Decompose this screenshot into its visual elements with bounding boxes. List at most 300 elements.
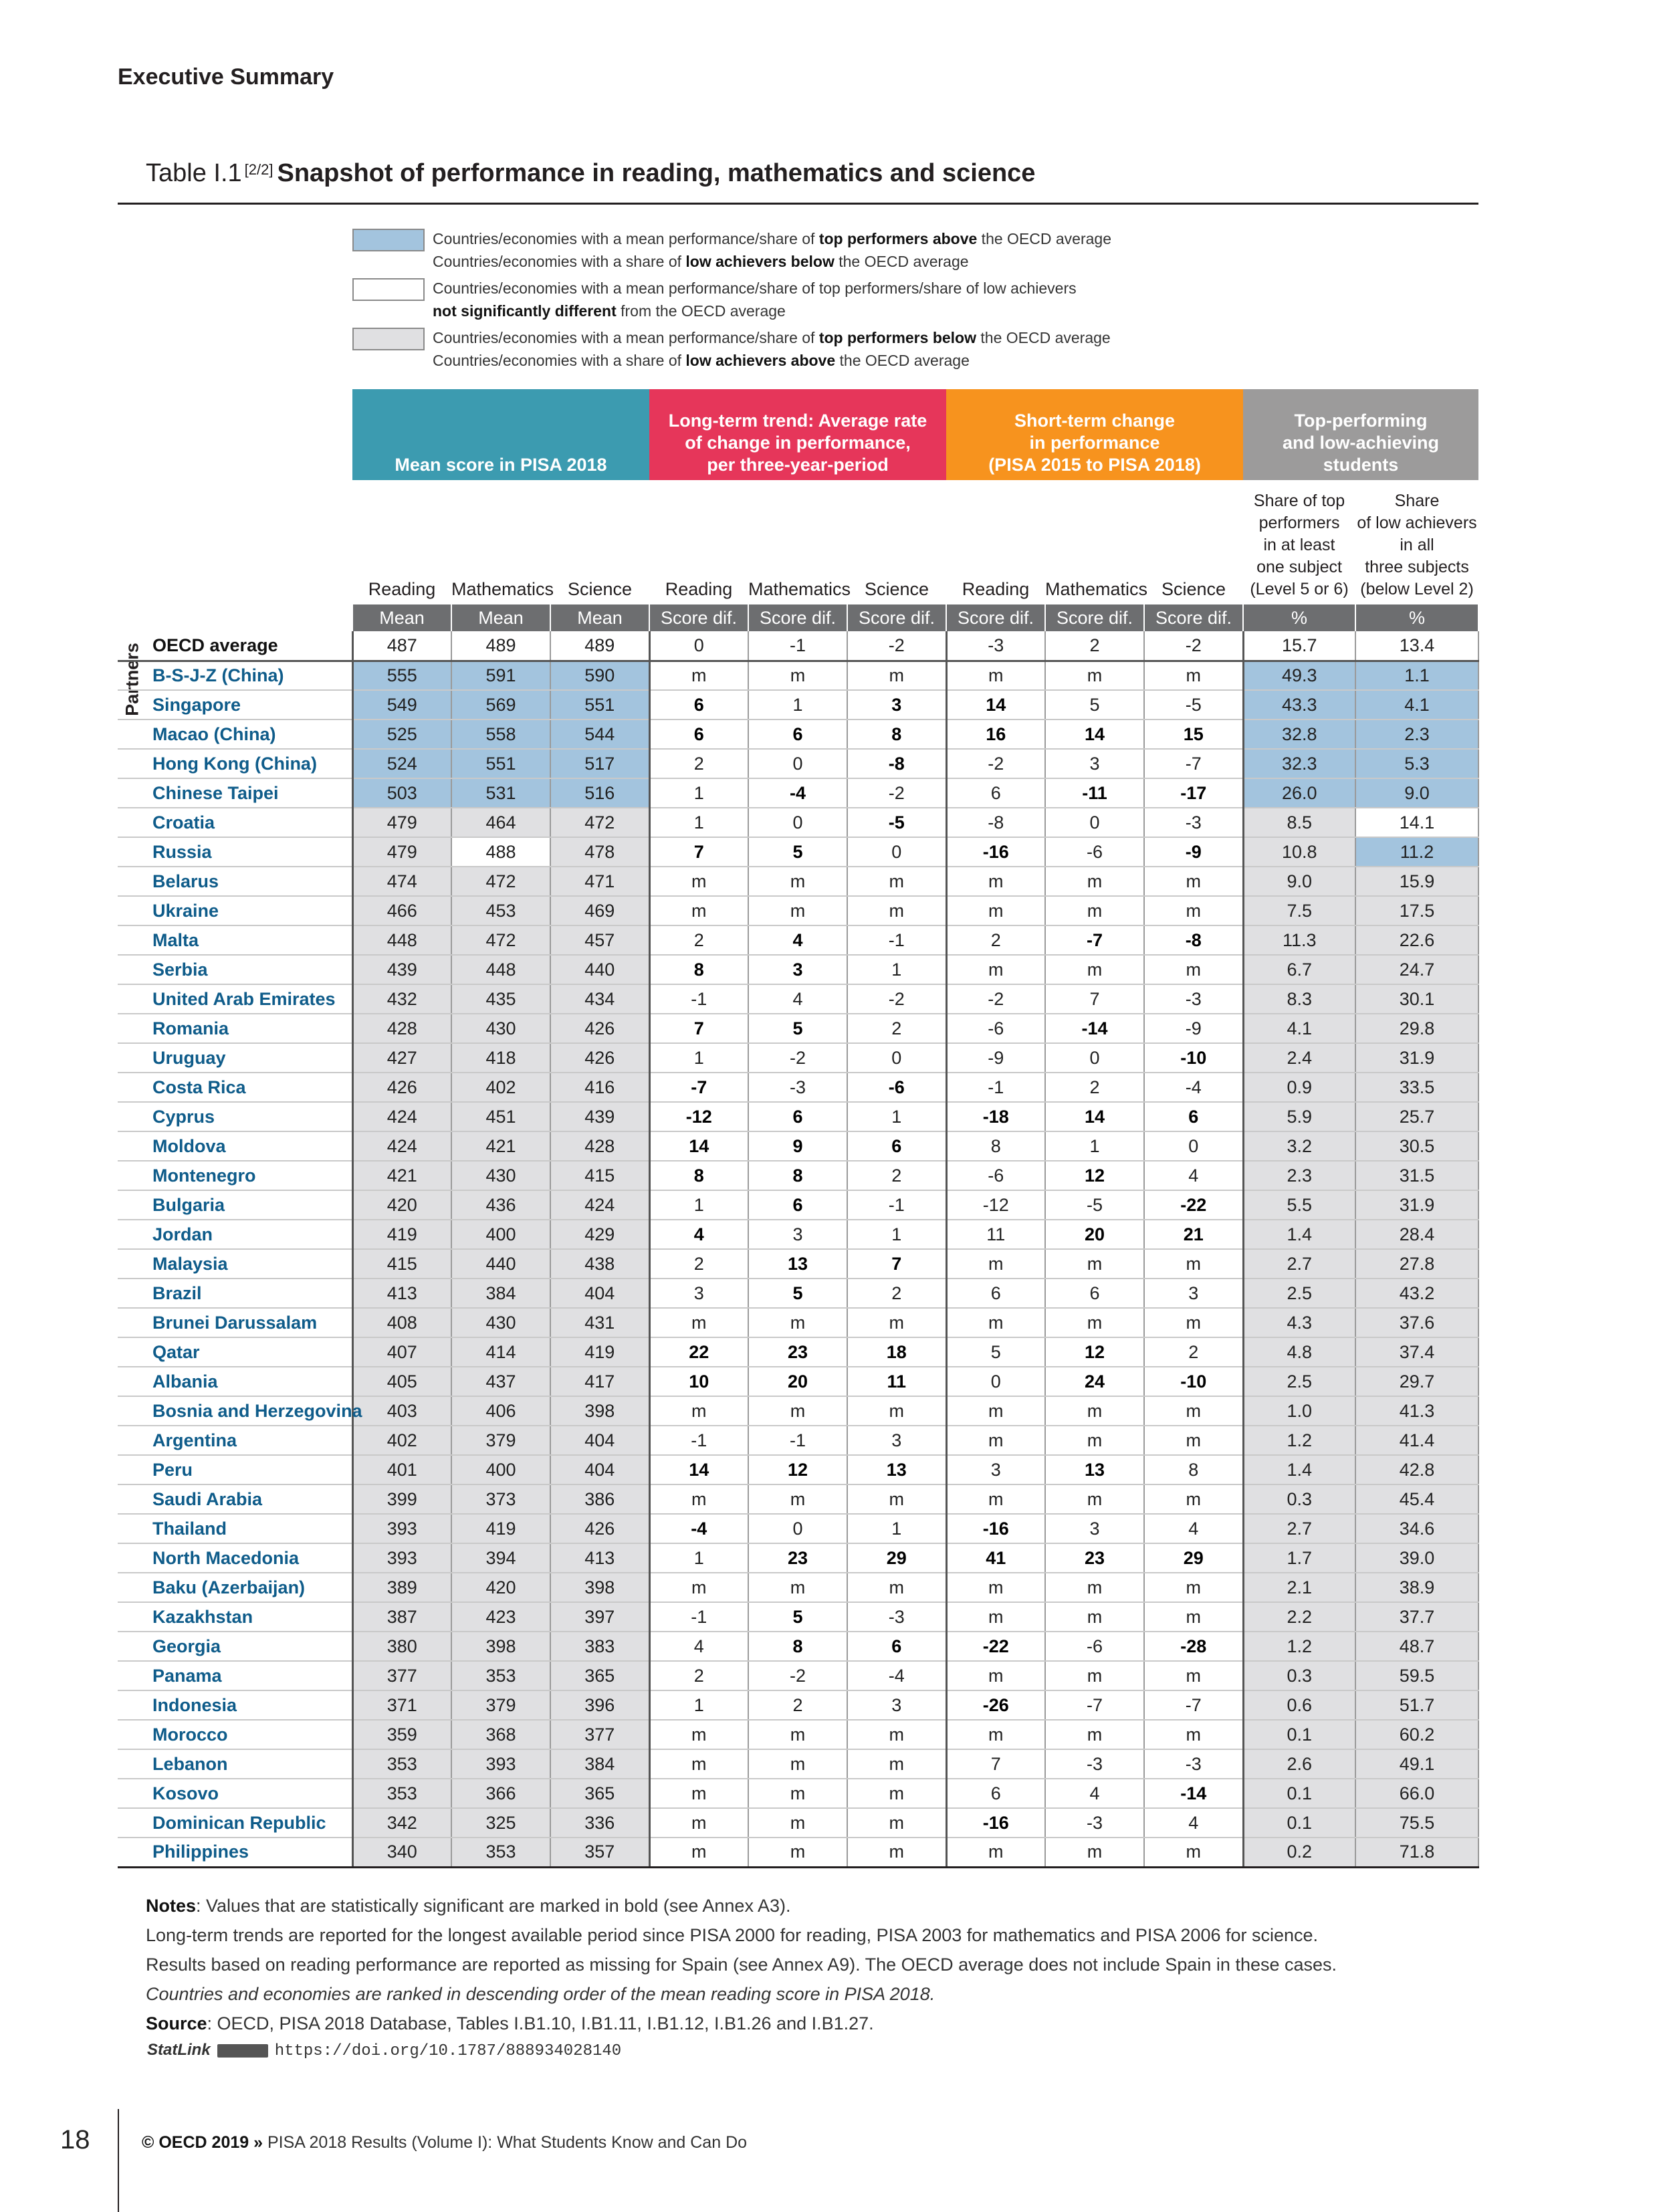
share-top-cell: 15.7 [1243, 631, 1355, 661]
table-row [118, 1161, 1478, 1190]
share-top-cell: 10.8 [1243, 837, 1355, 867]
country-name: Thailand [118, 1514, 352, 1543]
long-term-cell: m [748, 1396, 847, 1426]
long-term-cell: m [847, 896, 946, 925]
share-low-cell: 2.3 [1355, 720, 1478, 749]
short-term-cell: 3 [1045, 1514, 1144, 1543]
short-term-cell: m [946, 955, 1045, 984]
country-name: Hong Kong (China) [118, 749, 352, 778]
footer-copyright: © OECD 2019 [142, 2133, 249, 2152]
short-term-cell: m [946, 661, 1045, 690]
long-term-cell: m [649, 1573, 748, 1602]
short-term-cell: m [1144, 1602, 1243, 1632]
mean-score-cell: 448 [451, 955, 550, 984]
share-top-cell: 2.2 [1243, 1602, 1355, 1632]
country-name: Ukraine [118, 896, 352, 925]
short-term-cell: m [946, 1426, 1045, 1455]
country-name: Dominican Republic [118, 1808, 352, 1838]
share-low-cell: 37.6 [1355, 1308, 1478, 1337]
subheader-science: Science [567, 579, 633, 599]
short-term-cell: m [1144, 896, 1243, 925]
long-term-cell: -7 [649, 1073, 748, 1102]
mean-score-cell: 401 [352, 1455, 451, 1484]
mean-score-cell: 404 [550, 1279, 649, 1308]
short-term-cell: m [1144, 867, 1243, 896]
long-term-cell: m [649, 1396, 748, 1426]
mean-score-cell: 368 [451, 1720, 550, 1749]
mean-score-cell: 479 [352, 837, 451, 867]
country-name: Chinese Taipei [118, 778, 352, 808]
long-term-cell: -1 [847, 1190, 946, 1220]
legend-line: Countries/economies with a mean performance/share of top performers below the OECD average [433, 329, 1111, 346]
mean-score-cell: 472 [550, 808, 649, 837]
short-term-cell: -9 [1144, 837, 1243, 867]
table-row [118, 1308, 1478, 1337]
mean-score-cell: 440 [550, 955, 649, 984]
country-name: Baku (Azerbaijan) [118, 1573, 352, 1602]
long-term-cell: 8 [748, 1161, 847, 1190]
share-top-cell: 0.6 [1243, 1690, 1355, 1720]
mean-score-cell: 439 [352, 955, 451, 984]
long-term-cell: 1 [649, 778, 748, 808]
short-term-cell: m [1045, 1720, 1144, 1749]
long-term-cell: m [748, 867, 847, 896]
long-term-cell: 6 [649, 690, 748, 720]
share-low-cell: 17.5 [1355, 896, 1478, 925]
short-term-cell: -11 [1045, 778, 1144, 808]
mean-score-cell: 418 [451, 1043, 550, 1073]
legend-swatch [352, 278, 425, 301]
unit-score-dif: Score dif. [1144, 604, 1243, 631]
long-term-cell: m [748, 1808, 847, 1838]
table-row [118, 1779, 1478, 1808]
long-term-cell: m [847, 867, 946, 896]
long-term-cell: m [847, 1808, 946, 1838]
country-name: Moldova [118, 1131, 352, 1161]
country-name: Jordan [118, 1220, 352, 1249]
long-term-cell: -3 [748, 1073, 847, 1102]
table-name: Snapshot of performance in reading, mathematics and science [277, 159, 1036, 187]
country-name: Brazil [118, 1279, 352, 1308]
share-low-cell: 43.2 [1355, 1279, 1478, 1308]
short-term-cell: 4 [1144, 1161, 1243, 1190]
share-low-cell: 22.6 [1355, 925, 1478, 955]
mean-score-cell: 397 [550, 1602, 649, 1632]
share-top-cell: 0.9 [1243, 1073, 1355, 1102]
mean-score-cell: 353 [352, 1779, 451, 1808]
table-row [118, 778, 1478, 808]
share-low-cell: 51.7 [1355, 1690, 1478, 1720]
group-short-term-change: Short-term change in performance (PISA 2015 to PISA 2018) [946, 389, 1243, 480]
share-top-cell: 2.7 [1243, 1514, 1355, 1543]
subheader-mathematics: Mathematics [748, 579, 851, 599]
mean-score-cell: 466 [352, 896, 451, 925]
unit-percent: % [1243, 604, 1355, 631]
short-term-cell: -17 [1144, 778, 1243, 808]
mean-score-cell: 435 [451, 984, 550, 1014]
notes-line-4: Countries and economies are ranked in descending order of the mean reading score in PISA 2018. [146, 1984, 935, 2004]
share-low-cell: 37.7 [1355, 1602, 1478, 1632]
subheader-share-low: Share of low achievers in all three subjects (below Level 2) [1357, 491, 1477, 598]
long-term-cell: m [748, 1573, 847, 1602]
share-low-cell: 41.3 [1355, 1396, 1478, 1426]
short-term-cell: m [946, 1720, 1045, 1749]
long-term-cell: 0 [748, 749, 847, 778]
country-name: Romania [118, 1014, 352, 1043]
table-row [118, 690, 1478, 720]
table-row [118, 896, 1478, 925]
snapshot-table [118, 389, 1479, 1868]
long-term-cell: 6 [649, 720, 748, 749]
short-term-cell: 7 [946, 1749, 1045, 1779]
country-name: Uruguay [118, 1043, 352, 1073]
legend-swatch [352, 229, 425, 251]
short-term-cell: m [1144, 1249, 1243, 1279]
table-row [118, 808, 1478, 837]
mean-score-cell: 453 [451, 896, 550, 925]
mean-score-cell: 399 [352, 1484, 451, 1514]
table-row [118, 984, 1478, 1014]
short-term-cell: -7 [1144, 1690, 1243, 1720]
legend-line: Countries/economies with a share of low achievers below the OECD average [433, 253, 969, 270]
share-top-cell: 5.5 [1243, 1190, 1355, 1220]
share-top-cell: 43.3 [1243, 690, 1355, 720]
share-top-cell: 8.3 [1243, 984, 1355, 1014]
mean-score-cell: 448 [352, 925, 451, 955]
mean-score-cell: 371 [352, 1690, 451, 1720]
long-term-cell: m [847, 661, 946, 690]
country-name: Lebanon [118, 1749, 352, 1779]
share-top-cell: 7.5 [1243, 896, 1355, 925]
mean-score-cell: 403 [352, 1396, 451, 1426]
short-term-cell: 24 [1045, 1367, 1144, 1396]
short-term-cell: -4 [1144, 1073, 1243, 1102]
table-row [118, 1484, 1478, 1514]
short-term-cell: 2 [1045, 1073, 1144, 1102]
mean-score-cell: 437 [451, 1367, 550, 1396]
short-term-cell: m [946, 1573, 1045, 1602]
share-low-cell: 34.6 [1355, 1514, 1478, 1543]
country-name: B-S-J-Z (China) [118, 661, 352, 690]
mean-score-cell: 469 [550, 896, 649, 925]
long-term-cell: 3 [847, 1690, 946, 1720]
mean-score-cell: 420 [451, 1573, 550, 1602]
short-term-cell: 2 [1045, 631, 1144, 661]
long-term-cell: m [748, 1308, 847, 1337]
short-term-cell: 14 [946, 690, 1045, 720]
mean-score-cell: 407 [352, 1337, 451, 1367]
mean-score-cell: 404 [550, 1426, 649, 1455]
mean-score-cell: 439 [550, 1102, 649, 1131]
short-term-cell: 0 [946, 1367, 1045, 1396]
mean-score-cell: 415 [352, 1249, 451, 1279]
share-low-cell: 25.7 [1355, 1102, 1478, 1131]
mean-score-cell: 379 [451, 1690, 550, 1720]
share-top-cell: 1.4 [1243, 1220, 1355, 1249]
share-low-cell: 1.1 [1355, 661, 1478, 690]
share-low-cell: 14.1 [1355, 808, 1478, 837]
mean-score-cell: 359 [352, 1720, 451, 1749]
short-term-cell: m [1045, 1396, 1144, 1426]
mean-score-cell: 544 [550, 720, 649, 749]
long-term-cell: 6 [748, 1102, 847, 1131]
long-term-cell: 8 [649, 1161, 748, 1190]
country-name: Qatar [118, 1337, 352, 1367]
mean-score-cell: 424 [352, 1102, 451, 1131]
table-row [118, 1543, 1478, 1573]
share-top-cell: 5.9 [1243, 1102, 1355, 1131]
short-term-cell: -3 [1045, 1808, 1144, 1838]
share-low-cell: 29.8 [1355, 1014, 1478, 1043]
mean-score-cell: 431 [550, 1308, 649, 1337]
table-row [118, 631, 1478, 661]
mean-score-cell: 478 [550, 837, 649, 867]
unit-mean: Mean [352, 604, 451, 631]
statlink-url[interactable]: https://doi.org/10.1787/888934028140 [274, 2042, 622, 2060]
subheader-reading: Reading [368, 579, 436, 599]
long-term-cell: 5 [748, 1279, 847, 1308]
table-row [118, 1131, 1478, 1161]
short-term-cell: -3 [1045, 1749, 1144, 1779]
long-term-cell: 1 [649, 1190, 748, 1220]
unit-score-dif: Score dif. [847, 604, 946, 631]
country-name: North Macedonia [118, 1543, 352, 1573]
short-term-cell: 3 [1144, 1279, 1243, 1308]
short-term-cell: m [946, 867, 1045, 896]
short-term-cell: -28 [1144, 1632, 1243, 1661]
mean-score-cell: 393 [352, 1543, 451, 1573]
header-blank [118, 389, 352, 480]
mean-score-cell: 516 [550, 778, 649, 808]
short-term-cell: -5 [1144, 690, 1243, 720]
group-mean-score: Mean score in PISA 2018 [352, 389, 649, 480]
mean-score-cell: 365 [550, 1779, 649, 1808]
mean-score-cell: 357 [550, 1838, 649, 1867]
long-term-cell: 7 [649, 1014, 748, 1043]
mean-score-cell: 472 [451, 925, 550, 955]
short-term-cell: 4 [1144, 1808, 1243, 1838]
long-term-cell: m [847, 1573, 946, 1602]
short-term-cell: -16 [946, 837, 1045, 867]
mean-score-cell: 419 [550, 1337, 649, 1367]
mean-score-cell: 394 [451, 1543, 550, 1573]
share-top-cell: 32.8 [1243, 720, 1355, 749]
long-term-cell: 12 [748, 1455, 847, 1484]
group-top-low: Top-performing and low-achieving students [1243, 389, 1478, 480]
long-term-cell: m [649, 896, 748, 925]
subheader-science: Science [1161, 579, 1226, 599]
legend-line: Countries/economies with a share of low achievers above the OECD average [433, 352, 970, 369]
long-term-cell: 23 [748, 1543, 847, 1573]
long-term-cell: -6 [847, 1073, 946, 1102]
legend-line: Countries/economies with a mean performance/share of top performers/share of low achievers [433, 280, 1077, 297]
short-term-cell: -10 [1144, 1043, 1243, 1073]
table-row [118, 1249, 1478, 1279]
mean-score-cell: 384 [451, 1279, 550, 1308]
mean-score-cell: 591 [451, 661, 550, 690]
long-term-cell: m [748, 896, 847, 925]
short-term-cell: -9 [946, 1043, 1045, 1073]
mean-score-cell: 426 [550, 1514, 649, 1543]
mean-score-cell: 426 [550, 1014, 649, 1043]
mean-score-cell: 404 [550, 1455, 649, 1484]
mean-score-cell: 426 [550, 1043, 649, 1073]
share-top-cell: 0.1 [1243, 1720, 1355, 1749]
mean-score-cell: 524 [352, 749, 451, 778]
country-name: Kazakhstan [118, 1602, 352, 1632]
mean-score-cell: 432 [352, 984, 451, 1014]
mean-score-cell: 400 [451, 1220, 550, 1249]
mean-score-cell: 408 [352, 1308, 451, 1337]
long-term-cell: 0 [847, 1043, 946, 1073]
mean-score-cell: 427 [352, 1043, 451, 1073]
share-low-cell: 9.0 [1355, 778, 1478, 808]
share-top-cell: 49.3 [1243, 661, 1355, 690]
long-term-cell: -3 [847, 1602, 946, 1632]
legend-text [433, 277, 1077, 322]
table-number: Table I.1 [146, 159, 242, 187]
footer-separator: » [253, 2133, 263, 2152]
short-term-cell: m [946, 896, 1045, 925]
subheader-mathematics: Mathematics [451, 579, 554, 599]
long-term-cell: 0 [748, 808, 847, 837]
short-term-cell: -3 [946, 631, 1045, 661]
mean-score-cell: 551 [550, 690, 649, 720]
country-name: Costa Rica [118, 1073, 352, 1102]
table-row [118, 837, 1478, 867]
short-term-cell: -1 [946, 1073, 1045, 1102]
long-term-cell: 0 [649, 631, 748, 661]
long-term-cell: m [649, 1838, 748, 1867]
mean-score-cell: 417 [550, 1367, 649, 1396]
short-term-cell: -2 [946, 984, 1045, 1014]
share-top-cell: 0.3 [1243, 1661, 1355, 1690]
mean-score-cell: 373 [451, 1484, 550, 1514]
long-term-cell: -2 [847, 984, 946, 1014]
mean-score-cell: 396 [550, 1690, 649, 1720]
long-term-cell: 4 [649, 1220, 748, 1249]
country-name: Peru [118, 1455, 352, 1484]
country-name: Bosnia and Herzegovina [118, 1396, 352, 1426]
short-term-cell: 0 [1144, 1131, 1243, 1161]
notes-line-3: Results based on reading performance are reported as missing for Spain (see Annex A9). The OECD average does not include Spain in these cases. [146, 1955, 1337, 1975]
share-low-cell: 31.9 [1355, 1190, 1478, 1220]
share-low-cell: 13.4 [1355, 631, 1478, 661]
long-term-cell: m [649, 1779, 748, 1808]
long-term-cell: 7 [649, 837, 748, 867]
short-term-cell: m [1045, 896, 1144, 925]
short-term-cell: 0 [1045, 1043, 1144, 1073]
short-term-cell: m [946, 1396, 1045, 1426]
mean-score-cell: 380 [352, 1632, 451, 1661]
country-name: Macao (China) [118, 720, 352, 749]
share-low-cell: 31.5 [1355, 1161, 1478, 1190]
mean-score-cell: 416 [550, 1073, 649, 1102]
long-term-cell: 5 [748, 1014, 847, 1043]
short-term-cell: m [1045, 1573, 1144, 1602]
long-term-cell: 0 [847, 837, 946, 867]
mean-score-cell: 383 [550, 1632, 649, 1661]
long-term-cell: 29 [847, 1543, 946, 1573]
short-term-cell: 7 [1045, 984, 1144, 1014]
long-term-cell: 10 [649, 1367, 748, 1396]
short-term-cell: m [946, 1661, 1045, 1690]
share-top-cell: 11.3 [1243, 925, 1355, 955]
short-term-cell: m [946, 1308, 1045, 1337]
country-name: Panama [118, 1661, 352, 1690]
table-row [118, 1367, 1478, 1396]
short-term-cell: -7 [1144, 749, 1243, 778]
long-term-cell: m [847, 1720, 946, 1749]
table-row [118, 867, 1478, 896]
mean-score-cell: 517 [550, 749, 649, 778]
short-term-cell: -3 [1144, 808, 1243, 837]
table-row [118, 1602, 1478, 1632]
page-number: 18 [60, 2125, 90, 2154]
short-term-cell: 1 [1045, 1131, 1144, 1161]
long-term-cell: 6 [748, 720, 847, 749]
share-top-cell: 9.0 [1243, 867, 1355, 896]
share-top-cell: 2.7 [1243, 1249, 1355, 1279]
mean-score-cell: 389 [352, 1573, 451, 1602]
mean-score-cell: 471 [550, 867, 649, 896]
short-term-cell: m [946, 1602, 1045, 1632]
short-term-cell: 5 [946, 1337, 1045, 1367]
short-term-cell: -22 [1144, 1190, 1243, 1220]
long-term-cell: 1 [649, 808, 748, 837]
country-name: Brunei Darussalam [118, 1308, 352, 1337]
mean-score-cell: 402 [451, 1073, 550, 1102]
long-term-cell: -2 [847, 631, 946, 661]
long-term-cell: -1 [649, 1602, 748, 1632]
table-row [118, 1279, 1478, 1308]
short-term-cell: 8 [1144, 1455, 1243, 1484]
share-low-cell: 27.8 [1355, 1249, 1478, 1279]
share-top-cell: 0.1 [1243, 1808, 1355, 1838]
mean-score-cell: 555 [352, 661, 451, 690]
mean-score-cell: 531 [451, 778, 550, 808]
country-name: Kosovo [118, 1779, 352, 1808]
share-low-cell: 28.4 [1355, 1220, 1478, 1249]
table-row [118, 1455, 1478, 1484]
short-term-cell: 11 [946, 1220, 1045, 1249]
table-title [146, 159, 1035, 188]
mean-score-cell: 413 [352, 1279, 451, 1308]
short-term-cell: -6 [946, 1161, 1045, 1190]
share-top-cell: 3.2 [1243, 1131, 1355, 1161]
mean-score-cell: 464 [451, 808, 550, 837]
long-term-cell: m [847, 1838, 946, 1867]
country-name: Saudi Arabia [118, 1484, 352, 1514]
notes [146, 1891, 1483, 2038]
long-term-cell: m [649, 1749, 748, 1779]
country-name: Russia [118, 837, 352, 867]
long-term-cell: 3 [847, 690, 946, 720]
short-term-cell: m [1045, 1308, 1144, 1337]
mean-score-cell: 503 [352, 778, 451, 808]
country-name: Belarus [118, 867, 352, 896]
short-term-cell: 8 [946, 1131, 1045, 1161]
legend-text [433, 227, 1111, 273]
share-top-cell: 4.1 [1243, 1014, 1355, 1043]
long-term-cell: 5 [748, 837, 847, 867]
long-term-cell: 1 [847, 1220, 946, 1249]
long-term-cell: 13 [748, 1249, 847, 1279]
country-name: United Arab Emirates [118, 984, 352, 1014]
long-term-cell: -2 [748, 1043, 847, 1073]
share-top-cell: 8.5 [1243, 808, 1355, 837]
long-term-cell: 2 [649, 1249, 748, 1279]
